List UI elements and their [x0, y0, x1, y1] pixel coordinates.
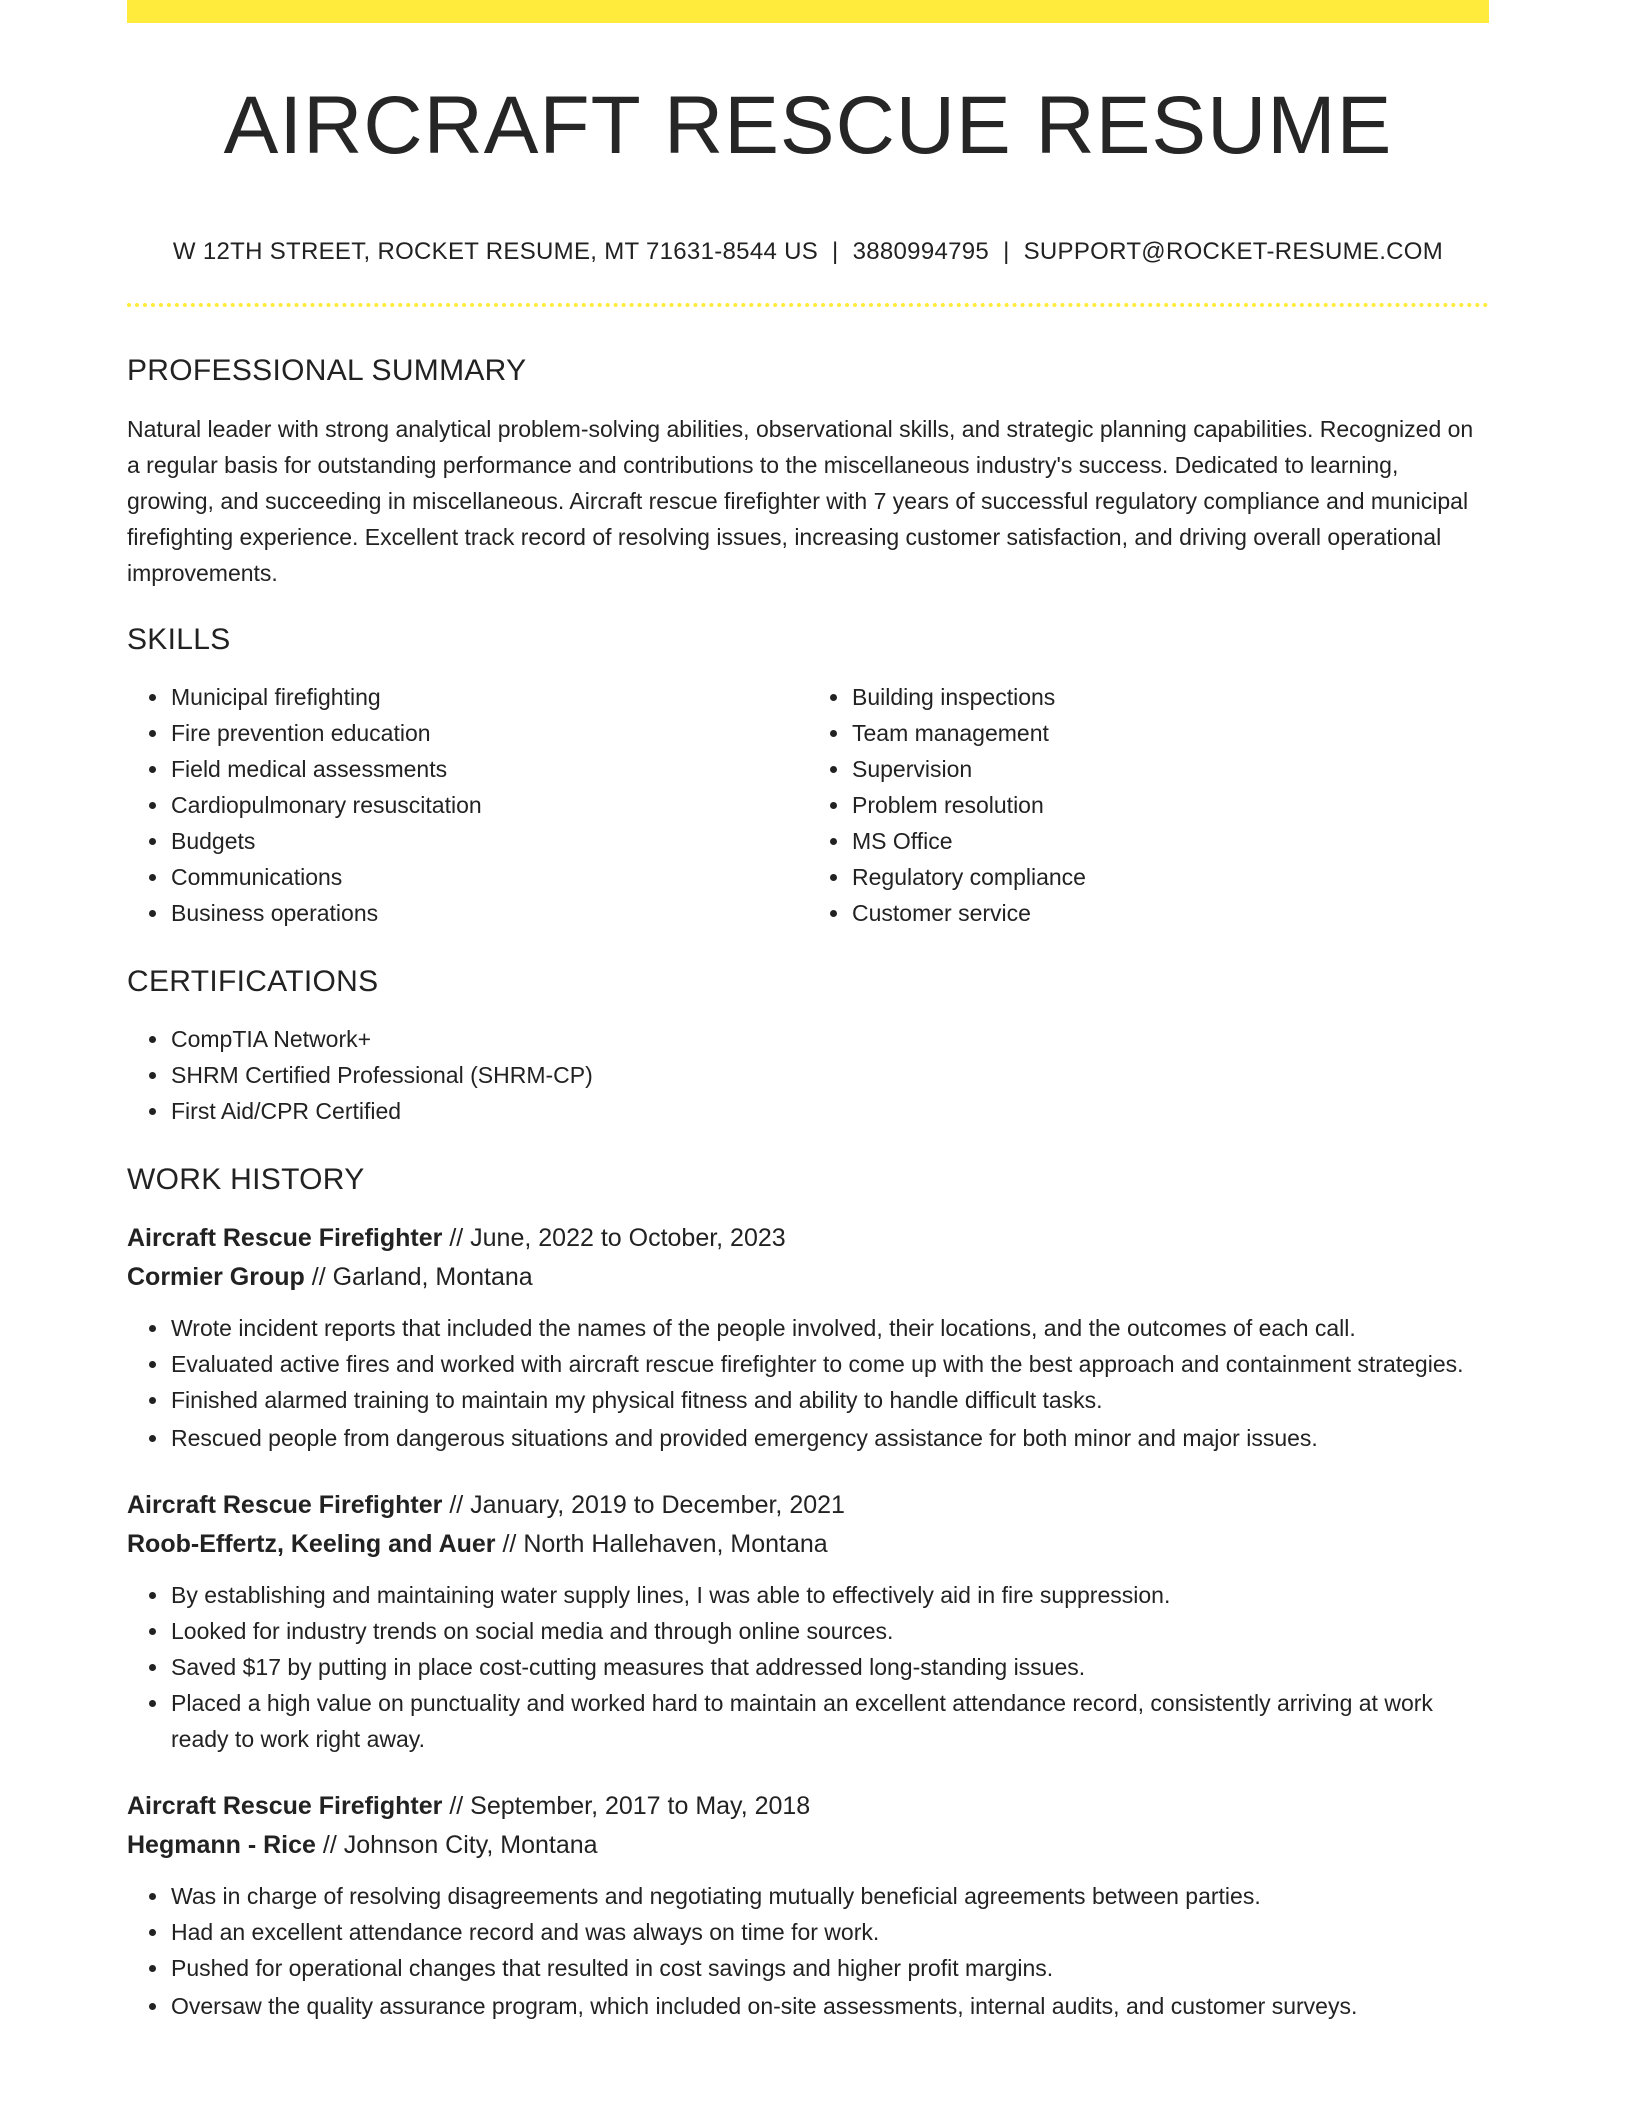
job-duty: • Placed a high value on punctuality and worked hard to maintain an excellent attendance record, consistently arriving at work ready to work right away. [170, 1685, 1489, 1757]
job-company: Roob-Effertz, Keeling and Auer [127, 1530, 496, 1558]
job-company: Cormier Group [127, 1263, 305, 1291]
job-role-line [127, 1787, 1489, 1826]
job-company: Hegmann - Rice [127, 1831, 316, 1859]
job-location: // Garland, Montana [304, 1263, 533, 1291]
job-duty: • By establishing and maintaining water supply lines, I was able to effectively aid in fire suppression. [170, 1577, 1489, 1613]
certifications-heading: CERTIFICATIONS [127, 965, 379, 998]
skill-item: • Cardiopulmonary resuscitation [170, 787, 808, 823]
skills-list-right [808, 679, 1489, 931]
job-company-line [127, 1525, 1489, 1564]
job-duty: • Evaluated active fires and worked with aircraft rescue firefighter to come up with the best approach and containment strategies. [170, 1346, 1489, 1382]
skills-columns [127, 679, 1489, 931]
certification-item: • CompTIA Network+ [170, 1021, 1489, 1057]
phone-text: 3880994795 [852, 238, 990, 265]
job-entry [127, 1219, 1489, 1456]
skill-item: • Communications [170, 859, 808, 895]
skill-item: • Team management [851, 715, 1489, 751]
job-role-line [127, 1219, 1489, 1258]
job-role: Aircraft Rescue Firefighter [127, 1792, 443, 1820]
contact-line [127, 240, 1489, 264]
skill-item: • Business operations [170, 895, 808, 931]
job-company-line [127, 1826, 1489, 1865]
job-location: // Johnson City, Montana [315, 1831, 598, 1859]
skill-item: • Customer service [851, 895, 1489, 931]
job-dates: // June, 2022 to October, 2023 [442, 1224, 786, 1252]
skill-item: • MS Office [851, 823, 1489, 859]
contact-separator: | [832, 238, 839, 265]
certification-item: • First Aid/CPR Certified [170, 1093, 1489, 1129]
job-duty: • Had an excellent attendance record and was always on time for work. [170, 1914, 1489, 1950]
skill-item: • Regulatory compliance [851, 859, 1489, 895]
job-duties-list [127, 1577, 1489, 1757]
job-location: // North Hallehaven, Montana [495, 1530, 828, 1558]
job-duty: • Saved $17 by putting in place cost-cutting measures that addressed long-standing issues. [170, 1649, 1489, 1685]
job-entry [127, 1787, 1489, 2024]
skill-item: • Budgets [170, 823, 808, 859]
skill-item: • Field medical assessments [170, 751, 808, 787]
summary-heading: PROFESSIONAL SUMMARY [127, 354, 527, 387]
skills-list-left [127, 679, 808, 931]
job-dates: // January, 2019 to December, 2021 [442, 1491, 845, 1519]
job-duty: • Pushed for operational changes that resulted in cost savings and higher profit margins. [170, 1950, 1489, 1986]
job-role: Aircraft Rescue Firefighter [127, 1491, 443, 1519]
skill-item: • Fire prevention education [170, 715, 808, 751]
resume-title: AIRCRAFT RESCUE RESUME [223, 80, 1393, 171]
job-dates: // September, 2017 to May, 2018 [442, 1792, 811, 1820]
work-history-heading: WORK HISTORY [127, 1163, 365, 1196]
resume-page [127, 0, 1489, 2024]
job-duty: • Was in charge of resolving disagreements and negotiating mutually beneficial agreements between parties. [170, 1878, 1489, 1914]
email-link[interactable]: SUPPORT@ROCKET-RESUME.COM [1023, 238, 1444, 265]
certification-item: • SHRM Certified Professional (SHRM-CP) [170, 1057, 1489, 1093]
job-duty: • Oversaw the quality assurance program, which included on-site assessments, internal audits, and customer surveys. [170, 1988, 1489, 2024]
job-company-line [127, 1258, 1489, 1297]
skills-heading: SKILLS [127, 623, 231, 656]
skill-item: • Problem resolution [851, 787, 1489, 823]
job-duty: • Looked for industry trends on social media and through online sources. [170, 1613, 1489, 1649]
job-role-line [127, 1486, 1489, 1525]
top-accent-bar [127, 0, 1489, 23]
job-duties-list [127, 1310, 1489, 1456]
job-duty: • Wrote incident reports that included the names of the people involved, their locations, and the outcomes of each call. [170, 1310, 1489, 1346]
skill-item: • Building inspections [851, 679, 1489, 715]
job-entry [127, 1486, 1489, 1757]
job-duties-list [127, 1878, 1489, 2024]
contact-separator: | [1003, 238, 1010, 265]
summary-text: Natural leader with strong analytical problem-solving abilities, observational skills, and strategic planning capabilities. Recognized on a regular basis for outstanding performance and contributions to the miscellaneous industry's success. Dedicated to learning, growing, and succeeding in miscellaneous. Aircraft rescue firefighter with 7 years of successful regulatory compliance and municipal firefighting experience. Excellent track record of resolving issues, increasing customer satisfaction, and driving overall operational improvements. [127, 416, 1474, 586]
job-duty: • Rescued people from dangerous situations and provided emergency assistance for both minor and major issues. [170, 1420, 1489, 1456]
skill-item: • Municipal firefighting [170, 679, 808, 715]
skill-item: • Supervision [851, 751, 1489, 787]
dotted-divider [127, 303, 1489, 307]
address-text: W 12TH STREET, ROCKET RESUME, MT 71631-8544 US [172, 238, 819, 265]
certifications-list [127, 1021, 1489, 1129]
job-role: Aircraft Rescue Firefighter [127, 1224, 443, 1252]
job-duty: • Finished alarmed training to maintain my physical fitness and ability to handle difficult tasks. [170, 1382, 1489, 1418]
